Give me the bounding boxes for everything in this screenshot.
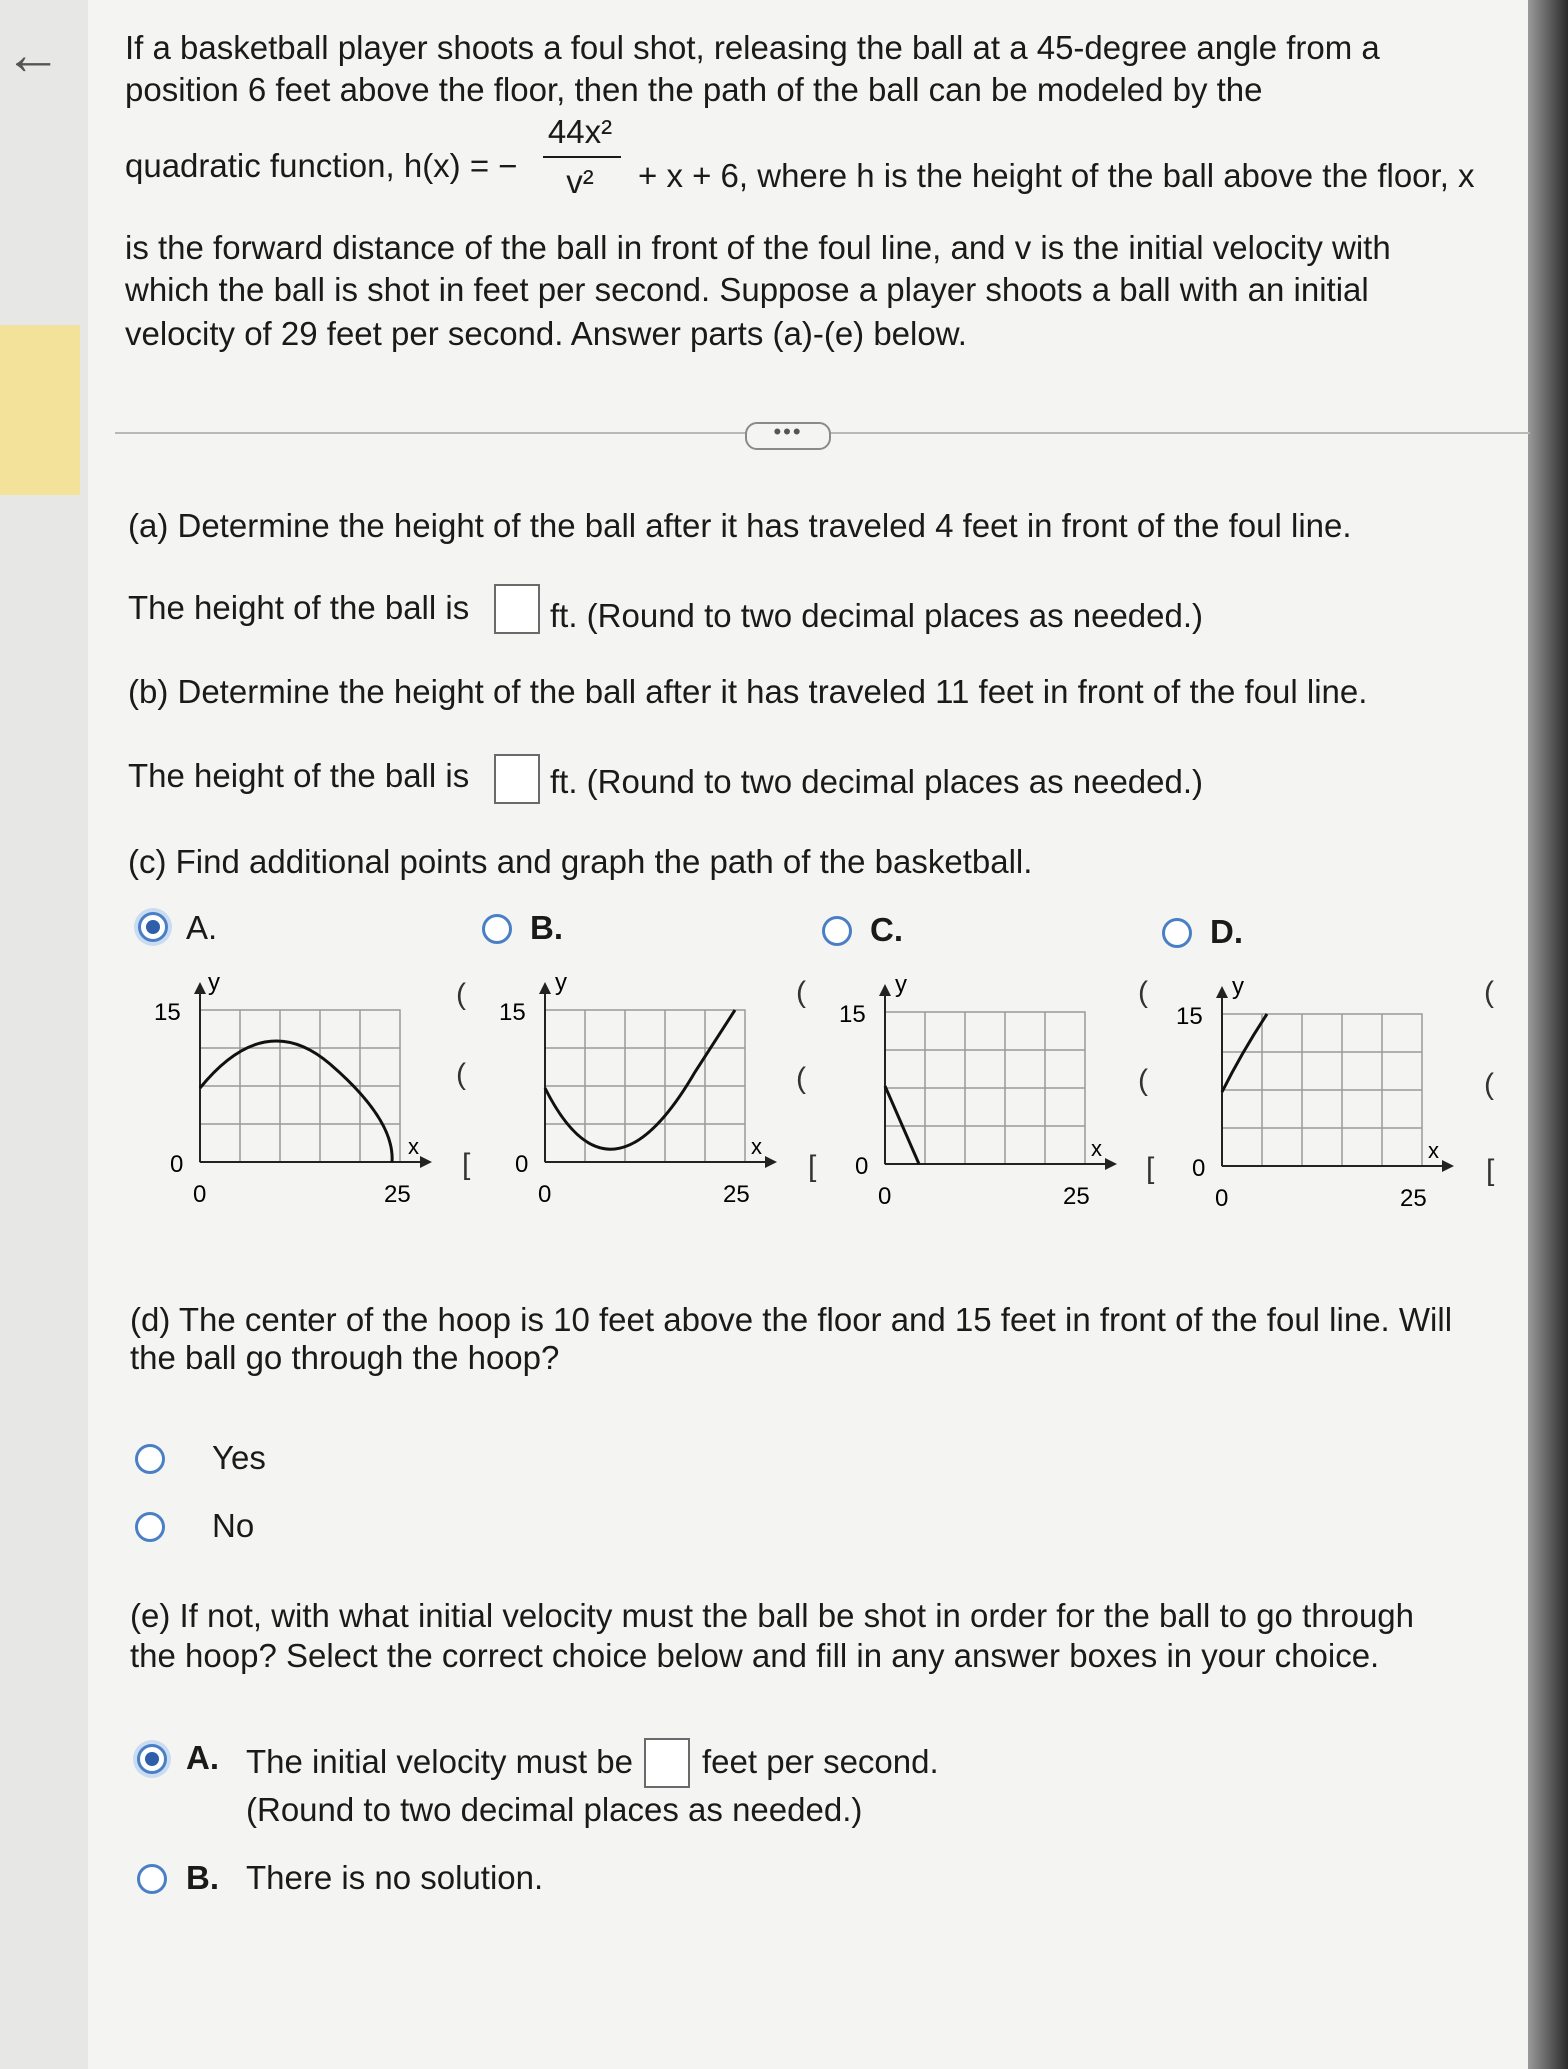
part-d-yes-radio[interactable]	[135, 1444, 165, 1474]
part-c-option-a-radio[interactable]	[138, 912, 168, 942]
graph-c-svg	[835, 970, 1135, 1240]
graph-b-grid	[545, 1010, 745, 1162]
graph-a-y-label: y	[208, 969, 220, 996]
part-e-option-a-note: (Round to two decimal places as needed.)	[246, 1791, 863, 1828]
graph-c-x-tick: 25	[1063, 1183, 1090, 1210]
part-e-answer-box[interactable]	[644, 1738, 690, 1788]
graph-option-b[interactable]	[495, 968, 795, 1238]
graph-a-grid	[200, 1010, 400, 1162]
problem-line-3-prefix: quadratic function, h(x) = −	[125, 147, 518, 184]
graph-b-y-arrow-icon	[539, 982, 551, 994]
graph-c-y-tick: 15	[839, 1001, 866, 1028]
part-c-option-c-radio[interactable]	[822, 916, 852, 946]
part-c-question: (c) Find additional points and graph the path of the basketball.	[128, 843, 1033, 880]
graph-c-x-arrow-icon	[1105, 1158, 1117, 1170]
part-c-option-d-letter: D.	[1210, 913, 1243, 950]
graph-d-svg	[1172, 972, 1472, 1242]
graph-a-svg	[150, 968, 450, 1238]
graph-a-y-zero: 0	[170, 1151, 184, 1178]
graph-b-curve	[545, 1010, 735, 1149]
part-b-answer-suffix: ft. (Round to two decimal places as needed.)	[550, 763, 1204, 800]
problem-line-4: is the forward distance of the ball in front of the foul line, and v is the initial velocity with	[125, 229, 1391, 266]
graph-b-expand-icon[interactable]: [	[808, 1150, 817, 1183]
part-b-question: (b) Determine the height of the ball after it has traveled 11 feet in front of the foul line.	[128, 673, 1368, 710]
graph-c-grid	[885, 1012, 1085, 1164]
part-c-option-a-letter: A.	[186, 909, 218, 946]
graph-a-y-tick: 15	[154, 999, 181, 1026]
graph-c-curve	[885, 1086, 919, 1164]
graph-c-x-zero: 0	[878, 1183, 892, 1210]
graph-option-a[interactable]	[150, 968, 450, 1238]
graph-b-x-arrow-icon	[765, 1156, 777, 1168]
graph-option-d[interactable]	[1172, 972, 1472, 1242]
graph-b-zoom-out-icon[interactable]: (	[796, 1062, 806, 1095]
part-e-option-a-letter: A.	[186, 1739, 219, 1776]
graph-d-y-tick: 15	[1176, 1003, 1203, 1030]
graph-d-y-arrow-icon	[1216, 986, 1228, 998]
expand-button[interactable]: •••	[745, 422, 831, 450]
graph-a-x-arrow-icon	[420, 1156, 432, 1168]
graph-a-expand-icon[interactable]: [	[462, 1148, 471, 1181]
graph-c-zoom-icon[interactable]: (	[1138, 976, 1148, 1009]
graph-a-x-tick: 25	[384, 1181, 411, 1208]
graph-d-x-label: x	[1428, 1138, 1439, 1163]
problem-line-6: velocity of 29 feet per second. Answer parts (a)-(e) below.	[125, 315, 967, 352]
part-b-answer-box[interactable]	[494, 754, 540, 804]
part-e-question-line-2: the hoop? Select the correct choice below and fill in any answer boxes in your choice.	[130, 1637, 1380, 1674]
graph-d-x-arrow-icon	[1442, 1160, 1454, 1172]
graph-d-y-label: y	[1232, 973, 1244, 1000]
part-a-answer-prefix: The height of the ball is	[128, 589, 470, 626]
graph-c-expand-icon[interactable]: [	[1146, 1152, 1155, 1185]
problem-line-5: which the ball is shot in feet per second. Suppose a player shoots a ball with an initial	[125, 271, 1369, 308]
part-e-question-line-1: (e) If not, with what initial velocity must the ball be shot in order for the ball to go through	[130, 1597, 1415, 1634]
part-c-option-d-radio[interactable]	[1162, 918, 1192, 948]
graph-a-zoom-icon[interactable]: (	[456, 978, 466, 1011]
fraction-denominator: v²	[566, 163, 594, 200]
part-d-question-line-1: (d) The center of the hoop is 10 feet above the floor and 15 feet in front of the foul line. Will	[130, 1301, 1453, 1338]
graph-b-y-tick: 15	[499, 999, 526, 1026]
graph-b-x-zero: 0	[538, 1181, 552, 1208]
graph-option-c[interactable]	[835, 970, 1135, 1240]
problem-line-2: position 6 feet above the floor, then the path of the ball can be modeled by the	[125, 71, 1263, 108]
graph-a-zoom-out-icon[interactable]: (	[456, 1058, 466, 1091]
graph-a-x-label: x	[408, 1134, 419, 1159]
part-d-yes-label: Yes	[212, 1439, 266, 1476]
part-a-answer-suffix: ft. (Round to two decimal places as needed.)	[550, 597, 1204, 634]
fraction-numerator: 44x²	[547, 113, 613, 150]
left-margin	[0, 0, 88, 2069]
graph-c-y-zero: 0	[855, 1153, 869, 1180]
graph-b-x-label: x	[751, 1134, 762, 1159]
part-d-no-label: No	[212, 1507, 255, 1544]
graph-d-x-tick: 25	[1400, 1185, 1427, 1212]
graph-a-x-zero: 0	[193, 1181, 207, 1208]
graph-b-svg	[495, 968, 795, 1238]
part-a-question: (a) Determine the height of the ball after it has traveled 4 feet in front of the foul line.	[128, 507, 1352, 544]
part-a-answer-box[interactable]	[494, 584, 540, 634]
graph-d-zoom-out-icon[interactable]: (	[1484, 1068, 1494, 1101]
arrow-left-icon[interactable]: ←	[4, 22, 62, 87]
part-e-option-b-letter: B.	[186, 1859, 219, 1896]
part-e-option-a-suffix: feet per second.	[702, 1743, 939, 1780]
graph-c-y-arrow-icon	[879, 984, 891, 996]
part-e-option-b-radio[interactable]	[137, 1864, 167, 1894]
part-c-option-b-letter: B.	[530, 909, 563, 946]
part-c-option-b-radio[interactable]	[482, 914, 512, 944]
graph-b-y-zero: 0	[515, 1151, 529, 1178]
graph-d-x-zero: 0	[1215, 1185, 1229, 1212]
graph-d-zoom-icon[interactable]: (	[1484, 976, 1494, 1009]
part-e-option-b-text: There is no solution.	[246, 1859, 544, 1896]
problem-line-3-suffix: + x + 6, where h is the height of the ball above the floor, x	[638, 157, 1475, 194]
screen-edge	[1528, 0, 1568, 2069]
graph-c-y-label: y	[895, 971, 907, 998]
graph-d-curve	[1222, 1014, 1267, 1092]
progress-highlight	[0, 325, 80, 495]
part-d-no-radio[interactable]	[135, 1512, 165, 1542]
graph-c-zoom-out-icon[interactable]: (	[1138, 1064, 1148, 1097]
part-d-question-line-2: the ball go through the hoop?	[130, 1339, 560, 1376]
part-b-answer-prefix: The height of the ball is	[128, 757, 470, 794]
graph-c-x-label: x	[1091, 1136, 1102, 1161]
graph-d-y-zero: 0	[1192, 1155, 1206, 1182]
graph-d-expand-icon[interactable]: [	[1486, 1154, 1495, 1187]
problem-line-1: If a basketball player shoots a foul shot, releasing the ball at a 45-degree angle from a	[125, 29, 1380, 66]
part-e-option-a-prefix: The initial velocity must be	[246, 1743, 633, 1780]
part-e-option-a-radio[interactable]	[137, 1744, 167, 1774]
graph-b-x-tick: 25	[723, 1181, 750, 1208]
graph-b-y-label: y	[555, 969, 567, 996]
graph-b-zoom-icon[interactable]: (	[796, 976, 806, 1009]
graph-a-y-arrow-icon	[194, 982, 206, 994]
graph-a-curve	[200, 1041, 392, 1162]
part-c-option-c-letter: C.	[870, 911, 903, 948]
fraction-bar	[543, 156, 621, 158]
